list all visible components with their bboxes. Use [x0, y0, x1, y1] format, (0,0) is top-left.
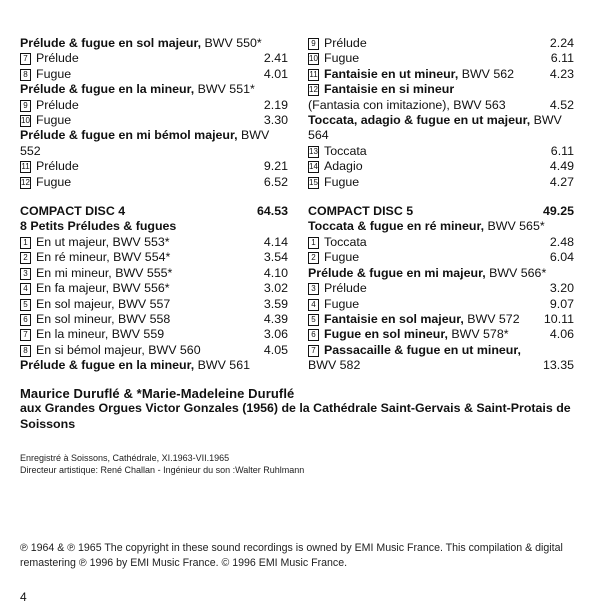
track-duration: 9.07: [549, 296, 574, 311]
disc-heading: [20, 204, 288, 219]
track-duration: 9.21: [263, 159, 288, 174]
track-row: [308, 297, 574, 312]
work-catalogue: BWV 550*: [201, 36, 262, 50]
track-number: 12: [309, 85, 318, 95]
track-duration: 4.52: [549, 97, 574, 112]
work-heading: [20, 82, 288, 97]
track-title: Fantaisie en ut mineur,: [324, 66, 459, 81]
track-duration: 6.11: [550, 51, 574, 66]
track-title: Prélude: [324, 36, 367, 50]
work-heading: [20, 128, 288, 159]
tracklist-left-column: [20, 36, 288, 374]
track-row: [20, 250, 288, 265]
work-title: Prélude & fugue en mi bémol majeur,: [20, 128, 238, 143]
track-label: [20, 235, 248, 250]
track-label: [308, 175, 534, 190]
track-label: [20, 250, 248, 265]
track-row: [20, 312, 288, 327]
track-title: Fugue: [324, 250, 360, 265]
track-number: 9: [20, 100, 31, 112]
track-duration: 2.41: [263, 51, 288, 66]
track-title: Fantaisie en si mineur: [324, 82, 455, 97]
disc-title: COMPACT DISC 4: [20, 204, 126, 219]
work-title: Toccata & fugue en ré mineur,: [308, 219, 485, 234]
track-title: En mi mineur, BWV 555*: [36, 265, 173, 280]
track-title: Toccata: [324, 234, 367, 249]
track-duration: 10.11: [543, 311, 574, 326]
track-duration: 4.39: [263, 311, 288, 326]
track-number: 14: [309, 162, 318, 172]
track-label: [308, 36, 534, 51]
track-row: [308, 82, 574, 97]
track-title: (Fantasia con imitazione), BWV 563: [308, 97, 506, 112]
recording-staff: Directeur artistique: René Challan - Ingénieur du son :Walter Ruhlmann: [20, 465, 305, 475]
track-number: 4: [20, 283, 31, 295]
track-number: 2: [308, 252, 319, 264]
track-number: 5: [20, 299, 31, 311]
track-row: [308, 159, 574, 174]
track-label: [308, 250, 534, 265]
track-label: [20, 67, 248, 82]
track-title: Passacaille & fugue en ut mineur,: [324, 342, 521, 357]
track-number: 3: [20, 268, 31, 280]
track-row: [308, 51, 574, 66]
track-title: Fugue: [324, 51, 360, 66]
track-title: Fugue: [36, 66, 72, 81]
disc-title: COMPACT DISC 5: [308, 204, 414, 219]
copyright-notice: ℗ 1964 & ℗ 1965 The copyright in these sound recordings is owned by EMI Music France. This compilation & digital remastering ℗ 1996 by EMI Music France. © 1996 EMI Music France.: [20, 542, 563, 569]
track-title: Prélude: [36, 97, 79, 112]
work-title: Prélude & fugue en la mineur,: [20, 358, 195, 373]
track-row: [20, 343, 288, 358]
track-label: [308, 51, 534, 66]
section-gap: [308, 190, 574, 204]
track-label: [308, 343, 534, 358]
track-row: [20, 98, 288, 113]
track-duration: 4.06: [549, 327, 574, 342]
track-duration: 6.11: [550, 143, 574, 158]
track-label: [308, 67, 534, 82]
track-title: Fantaisie en sol majeur,: [324, 311, 464, 326]
disc-total-duration: 49.25: [542, 204, 574, 219]
track-label: [308, 281, 534, 296]
track-row: [308, 312, 574, 327]
track-number: 3: [308, 283, 319, 295]
track-duration: 4.10: [263, 265, 288, 280]
track-label: [308, 327, 534, 342]
performers-names: Maurice Duruflé & *Marie-Madeleine Duruflé: [20, 386, 295, 401]
track-row: [308, 175, 574, 190]
track-title: Fugue: [324, 174, 360, 189]
track-label: [20, 281, 248, 296]
track-title: Prélude: [324, 281, 367, 296]
work-catalogue: BWV 561: [194, 358, 250, 373]
track-label: [308, 312, 534, 327]
track-number: 8: [20, 69, 31, 81]
track-row: [308, 144, 574, 159]
track-catalogue: BWV 572: [463, 311, 520, 326]
track-duration: 13.35: [542, 358, 574, 373]
track-number: 5: [308, 314, 319, 326]
track-title: En fa majeur, BWV 556*: [36, 281, 170, 296]
track-title: Prélude: [36, 159, 79, 174]
track-duration: 3.20: [549, 281, 574, 296]
track-title: Fugue: [36, 174, 72, 189]
recording-location: Enregistré à Soissons, Cathédrale, XI.1963-VII.1965: [20, 453, 230, 463]
track-duration: 4.23: [549, 66, 574, 81]
track-title: En sol majeur, BWV 557: [36, 296, 171, 311]
track-label: [20, 297, 248, 312]
track-label: [308, 235, 534, 250]
track-catalogue: BWV 578*: [447, 327, 509, 342]
work-catalogue: BWV 565*: [484, 219, 545, 234]
performers-block: [20, 386, 580, 432]
track-number: 2: [20, 252, 31, 264]
performers-venue: aux Grandes Orgues Victor Gonzales (1956) de la Cathédrale Saint-Gervais & Saint-Protais de Soissons: [20, 401, 571, 431]
track-number: 11: [309, 69, 318, 79]
track-row: [308, 235, 574, 250]
track-duration: 4.49: [549, 159, 574, 174]
track-label: [20, 113, 248, 128]
page-number: 4: [20, 590, 27, 604]
track-title: En ut majeur, BWV 553*: [36, 234, 170, 249]
work-heading: [20, 358, 288, 373]
track-number: 1: [20, 237, 31, 249]
track-number: 7: [20, 53, 31, 65]
work-title: Prélude & fugue en sol majeur,: [20, 36, 202, 50]
track-row: [308, 327, 574, 342]
work-title: 8 Petits Préludes & fugues: [20, 219, 177, 234]
track-duration: 6.04: [549, 250, 574, 265]
track-label: [20, 98, 248, 113]
track-title: Fugue en sol mineur,: [324, 327, 448, 342]
track-number: 7: [20, 329, 31, 341]
track-title: Adagio: [324, 159, 363, 174]
work-catalogue: BWV 566*: [485, 265, 547, 280]
track-label: [20, 266, 248, 281]
track-row: [20, 235, 288, 250]
track-label: [308, 82, 534, 97]
track-number: 10: [21, 116, 30, 126]
track-row: [20, 175, 288, 190]
track-label: [20, 159, 248, 174]
track-title: Fugue: [36, 113, 72, 128]
track-number: 6: [20, 314, 31, 326]
track-duration: 2.24: [549, 36, 574, 50]
track-row: [20, 51, 288, 66]
track-duration: 3.54: [263, 250, 288, 265]
track-duration: 4.05: [263, 342, 288, 357]
track-number: 10: [309, 54, 318, 64]
track-duration: 4.27: [549, 174, 574, 189]
track-duration: 3.30: [263, 113, 288, 128]
track-number: 13: [309, 146, 318, 156]
track-row: [20, 266, 288, 281]
track-number: 9: [308, 38, 319, 50]
track-duration: 2.19: [263, 97, 288, 112]
track-label: [308, 144, 534, 159]
track-catalogue: BWV 562: [458, 66, 515, 81]
track-row: [308, 250, 574, 265]
tracklist-right-column: [308, 36, 574, 374]
track-title: Toccata: [324, 143, 367, 158]
work-catalogue: BWV 552: [20, 128, 270, 158]
track-continuation: [308, 358, 574, 373]
work-catalogue: BWV 551*: [194, 82, 255, 97]
track-title: BWV 582: [308, 358, 361, 373]
work-title: Prélude & fugue en la mineur,: [20, 82, 195, 97]
recording-credits: [20, 452, 580, 476]
track-title: En la mineur, BWV 559: [36, 327, 165, 342]
track-row: [20, 297, 288, 312]
work-heading: [308, 266, 574, 281]
work-title: Prélude & fugue en mi majeur,: [308, 265, 486, 280]
track-duration: 4.14: [263, 234, 288, 249]
track-row: [20, 113, 288, 128]
track-label: [308, 297, 534, 312]
work-heading: [20, 219, 288, 234]
work-title: Toccata, adagio & fugue en ut majeur,: [308, 113, 531, 128]
track-duration: 3.06: [263, 327, 288, 342]
track-title: En ré mineur, BWV 554*: [36, 250, 171, 265]
work-catalogue: BWV 564: [308, 113, 562, 143]
track-number: 11: [21, 162, 30, 172]
section-gap: [20, 190, 288, 204]
disc-total-duration: 64.53: [256, 204, 288, 219]
track-number: 4: [308, 299, 319, 311]
work-heading: [20, 36, 288, 51]
track-row: [308, 281, 574, 296]
track-number: 15: [309, 177, 318, 187]
track-number: 6: [308, 329, 319, 341]
work-heading: [308, 113, 574, 144]
track-title: Prélude: [36, 51, 79, 66]
track-duration: 6.52: [263, 174, 288, 189]
track-row: [20, 281, 288, 296]
track-continuation: [308, 98, 574, 113]
track-row: [20, 327, 288, 342]
track-row: [308, 36, 574, 51]
track-duration: 4.01: [263, 66, 288, 81]
disc-heading: [308, 204, 574, 219]
track-label: [20, 175, 248, 190]
track-title: En sol mineur, BWV 558: [36, 311, 171, 326]
work-heading: [308, 219, 574, 234]
track-number: 7: [308, 345, 319, 357]
track-row: [308, 343, 574, 358]
track-title: Fugue: [324, 296, 360, 311]
track-number: 8: [20, 345, 31, 357]
track-label: [20, 312, 248, 327]
track-label: [20, 327, 248, 342]
track-row: [308, 67, 574, 82]
track-title: En si bémol majeur, BWV 560: [36, 342, 201, 357]
track-duration: 2.48: [549, 234, 574, 249]
track-duration: 3.59: [263, 296, 288, 311]
track-row: [20, 159, 288, 174]
track-number: 1: [308, 237, 319, 249]
track-duration: 3.02: [263, 281, 288, 296]
track-label: [308, 159, 534, 174]
track-label: [20, 343, 248, 358]
track-row: [20, 67, 288, 82]
track-label: [20, 51, 248, 66]
track-number: 12: [21, 177, 30, 187]
